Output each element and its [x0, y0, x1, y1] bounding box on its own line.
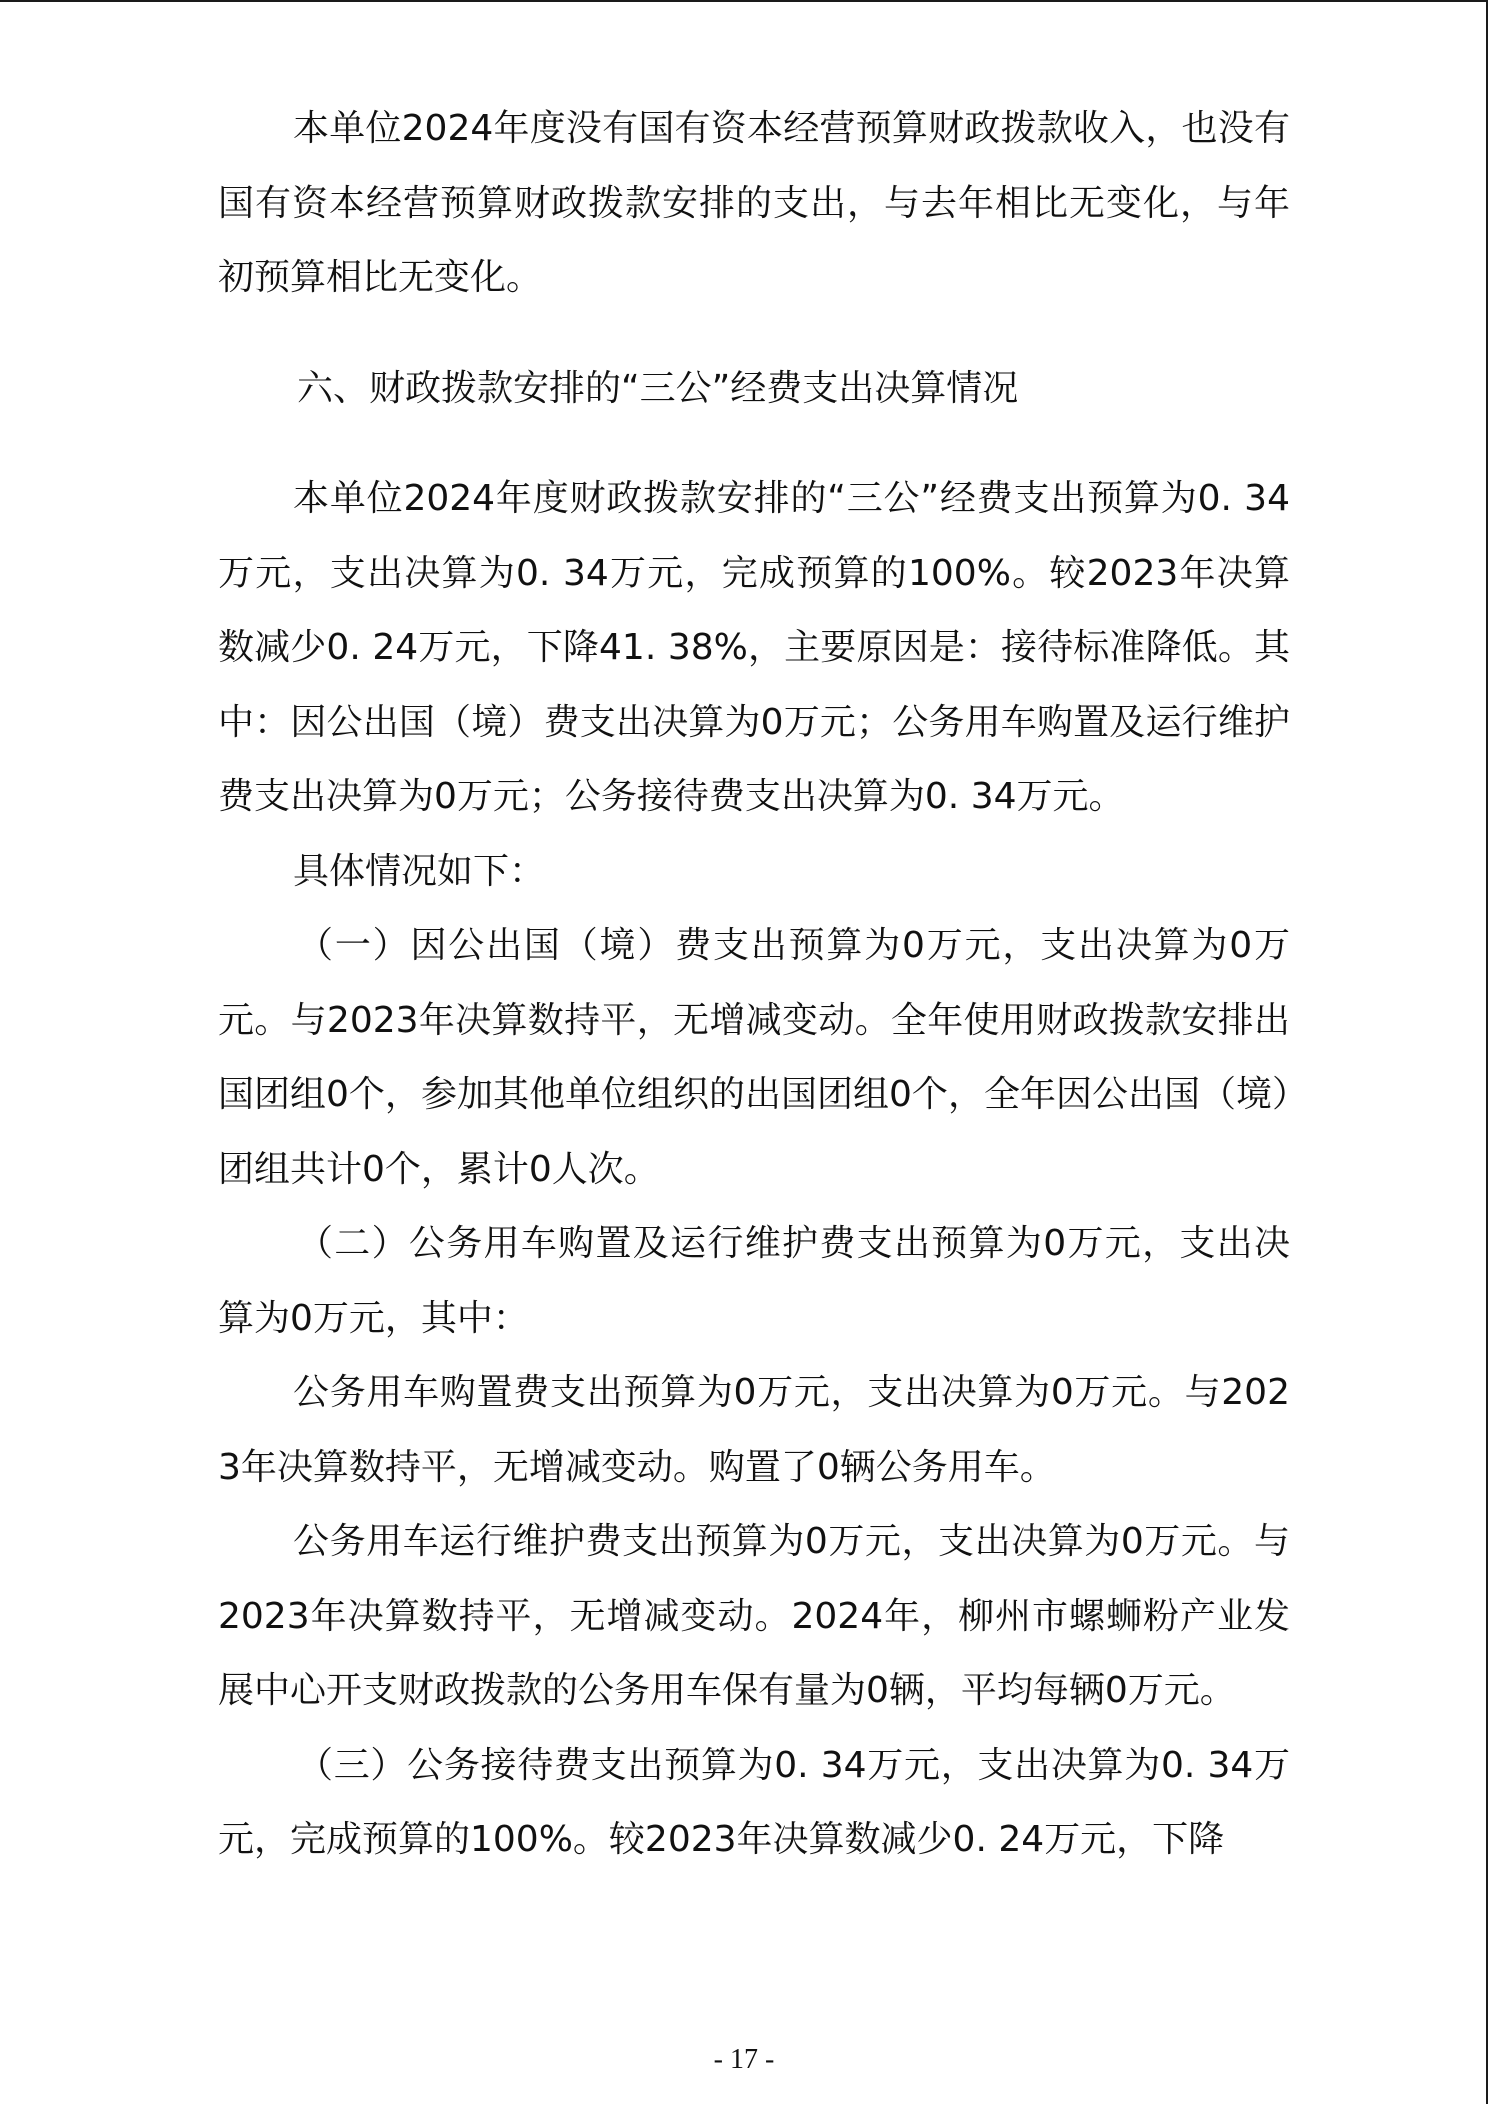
paragraph-state-capital-budget: 本单位2024年度没有国有资本经营预算财政拨款收入，也没有国有资本经营预算财政拨款安排的支出，与去年相比无变化，与年初预算相比无变化。 — [218, 108, 1290, 298]
paragraph-details-intro: 具体情况如下： — [293, 850, 546, 892]
page-number: - 17 - — [713, 2044, 775, 2075]
paragraph-vehicle-purchase: 公务用车购置费支出预算为0万元，支出决算为0万元。与2023年决算数持平，无增减变动。购置了0辆公务用车。 — [218, 1372, 1290, 1488]
paragraph-reception-expenses: （三）公务接待费支出预算为0. 34万元，支出决算为0. 34万元，完成预算的100%。较2023年决算数减少0. 24万元，下降 — [218, 1744, 1290, 1860]
top-border-line — [0, 0, 1488, 2]
paragraph-vehicle-maintenance: 公务用车运行维护费支出预算为0万元，支出决算为0万元。与2023年决算数持平，无增减变动。2024年，柳州市螺蛳粉产业发展中心开支财政拨款的公务用车保有量为0辆，平均每辆0万元。 — [218, 1521, 1290, 1711]
paragraph-vehicle-expenses: （二）公务用车购置及运行维护费支出预算为0万元，支出决算为0万元，其中： — [218, 1223, 1290, 1339]
document-body — [218, 92, 1290, 1878]
paragraph-three-public-summary: 本单位2024年度财政拨款安排的“三公”经费支出预算为0. 34万元，支出决算为0. 34万元，完成预算的100%。较2023年决算数减少0. 24万元，下降41. 38%，主要原因是：接待标准降低。其中：因公出国（境）费支出决算为0万元；公务用车购置及运行维护费支出决算为0万元；公务接待费支出决算为0. 34万元。 — [218, 478, 1290, 817]
paragraph-overseas-travel: （一）因公出国（境）费支出预算为0万元，支出决算为0万元。与2023年决算数持平，无增减变动。全年使用财政拨款安排出国团组0个，参加其他单位组织的出国团组0个，全年因公出国（境）团组共计0个，累计0人次。 — [218, 925, 1290, 1190]
section-heading-three-public-expenses: 六、财政拨款安排的“三公”经费支出决算情况 — [297, 367, 1019, 409]
